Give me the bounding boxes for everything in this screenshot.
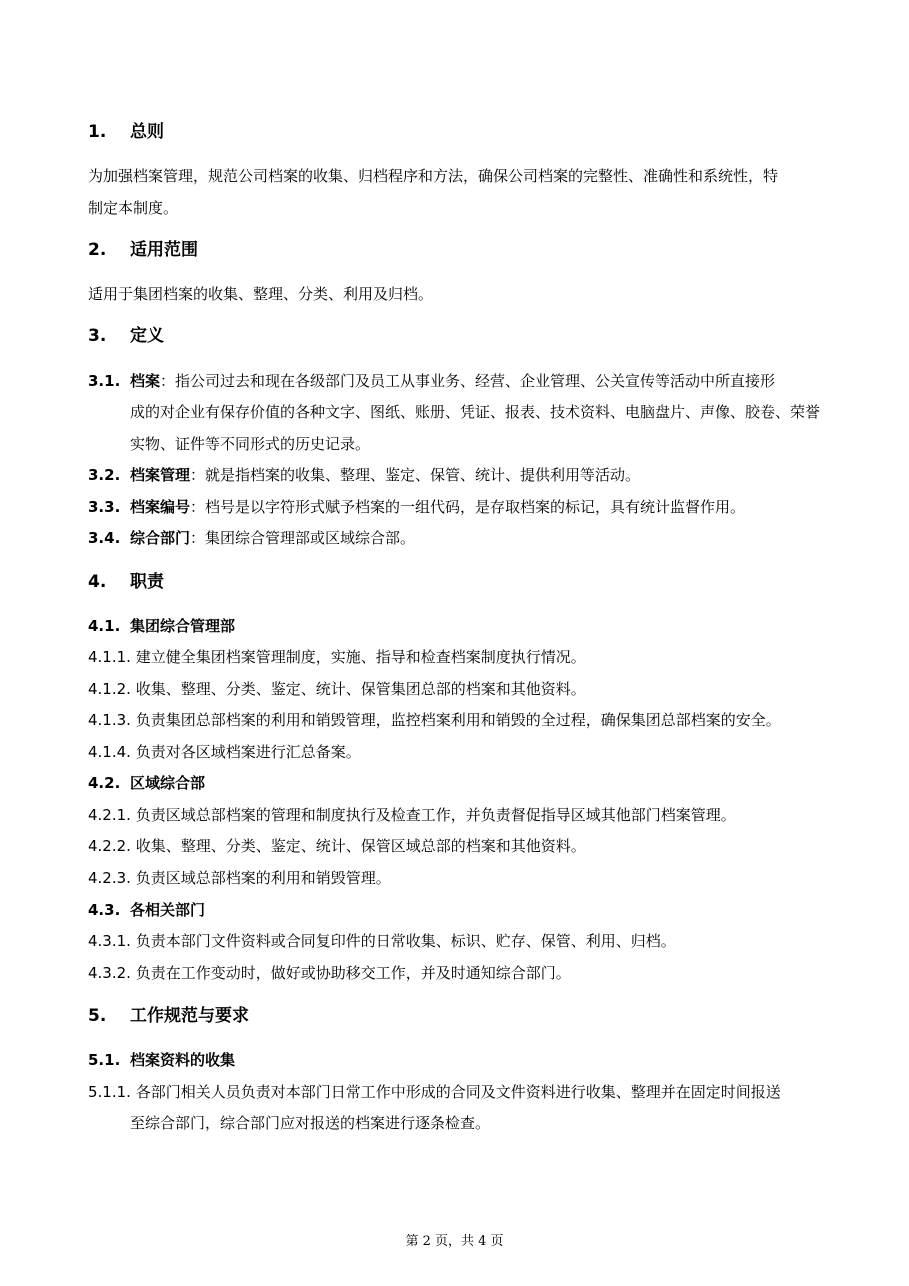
page-footer: 第 2 页，共 4 页 bbox=[405, 1234, 504, 1249]
subsection-number: 5.1. bbox=[88, 1051, 121, 1069]
definition-term: 档案编号 bbox=[130, 498, 191, 516]
subsection-title: 区域综合部 bbox=[130, 774, 206, 792]
paragraph-line: 适用于集团档案的收集、整理、分类、利用及归档。 bbox=[88, 285, 434, 303]
paragraph-line: 为加强档案管理，规范公司档案的收集、归档程序和方法，确保公司档案的完整性、准确性和系统性，特 bbox=[88, 167, 779, 185]
subsection-heading bbox=[88, 900, 205, 920]
subsection-title: 档案资料的收集 bbox=[130, 1051, 236, 1069]
item-number: 4.3.1. bbox=[88, 932, 131, 950]
item-text: 建立健全集团档案管理制度，实施、指导和检查档案制度执行情况。 bbox=[135, 648, 586, 666]
definition-term: 档案 bbox=[130, 372, 161, 390]
section-number: 2. bbox=[88, 240, 107, 260]
list-item-continuation: 至综合部门，综合部门应对报送的档案进行逐条检查。 bbox=[130, 1114, 491, 1132]
item-text: 负责对各区域档案进行汇总备案。 bbox=[135, 743, 361, 761]
item-text: 负责区域总部档案的管理和制度执行及检查工作，并负责督促指导区域其他部门档案管理。 bbox=[135, 806, 736, 824]
paragraph-line: 制定本制度。 bbox=[88, 199, 179, 217]
subsection-heading bbox=[88, 1050, 235, 1070]
item-number: 4.2.2. bbox=[88, 837, 131, 855]
subsection-heading bbox=[88, 773, 205, 793]
item-number: 3.2. bbox=[88, 466, 121, 484]
section-3-heading bbox=[88, 326, 164, 346]
list-item bbox=[88, 679, 586, 699]
section-title: 职责 bbox=[130, 572, 164, 592]
subsection-number: 4.2. bbox=[88, 774, 121, 792]
section-number: 5. bbox=[88, 1006, 107, 1026]
definition-text: ：档号是以字符形式赋予档案的一组代码，是存取档案的标记，具有统计监督作用。 bbox=[190, 498, 746, 516]
list-item bbox=[88, 931, 676, 951]
section-4-heading bbox=[88, 572, 164, 592]
section-title: 总则 bbox=[130, 122, 164, 142]
item-number: 4.2.1. bbox=[88, 806, 131, 824]
definition-text: ：集团综合管理部或区域综合部。 bbox=[190, 529, 416, 547]
item-number: 3.1. bbox=[88, 372, 121, 390]
section-number: 3. bbox=[88, 326, 107, 346]
item-text: 收集、整理、分类、鉴定、统计、保管集团总部的档案和其他资料。 bbox=[135, 680, 586, 698]
section-title: 适用范围 bbox=[130, 240, 198, 260]
definition-term: 综合部门 bbox=[130, 529, 191, 547]
definition-text: ：就是指档案的收集、整理、鉴定、保管、统计、提供利用等活动。 bbox=[190, 466, 641, 484]
item-number: 5.1.1. bbox=[88, 1083, 131, 1101]
item-number: 4.3.2. bbox=[88, 964, 131, 982]
definition-item bbox=[88, 528, 415, 548]
definition-item bbox=[88, 497, 745, 517]
list-item bbox=[88, 868, 391, 888]
definition-item bbox=[88, 371, 775, 391]
item-number: 4.1.2. bbox=[88, 680, 131, 698]
item-number: 3.4. bbox=[88, 529, 121, 547]
item-text: 收集、整理、分类、鉴定、统计、保管区域总部的档案和其他资料。 bbox=[135, 837, 586, 855]
subsection-title: 集团综合管理部 bbox=[130, 617, 236, 635]
item-text: 各部门相关人员负责对本部门日常工作中形成的合同及文件资料进行收集、整理并在固定时间报送 bbox=[135, 1083, 781, 1101]
section-number: 4. bbox=[88, 572, 107, 592]
section-2-heading bbox=[88, 240, 198, 260]
item-number: 4.2.3. bbox=[88, 869, 131, 887]
section-title: 定义 bbox=[130, 326, 164, 346]
section-title: 工作规范与要求 bbox=[130, 1006, 249, 1026]
item-number: 3.3. bbox=[88, 498, 121, 516]
subsection-number: 4.1. bbox=[88, 617, 121, 635]
subsection-number: 4.3. bbox=[88, 901, 121, 919]
list-item bbox=[88, 805, 736, 825]
section-5-heading bbox=[88, 1006, 249, 1026]
definition-continuation: 实物、证件等不同形式的历史记录。 bbox=[130, 435, 371, 453]
definition-continuation: 成的对企业有保存价值的各种文字、图纸、账册、凭证、报表、技术资料、电脑盘片、声像、胶卷、荣誉 bbox=[130, 403, 821, 421]
list-item bbox=[88, 836, 586, 856]
item-number: 4.1.1. bbox=[88, 648, 131, 666]
item-text: 负责区域总部档案的利用和销毁管理。 bbox=[135, 869, 391, 887]
definition-item bbox=[88, 465, 640, 485]
section-1-heading bbox=[88, 122, 164, 142]
subsection-title: 各相关部门 bbox=[130, 901, 206, 919]
section-number: 1. bbox=[88, 122, 107, 142]
list-item bbox=[88, 742, 361, 762]
item-text: 负责集团总部档案的利用和销毁管理，监控档案利用和销毁的全过程，确保集团总部档案的安全。 bbox=[135, 711, 781, 729]
list-item bbox=[88, 647, 586, 667]
definition-term: 档案管理 bbox=[130, 466, 191, 484]
subsection-heading bbox=[88, 616, 235, 636]
item-number: 4.1.4. bbox=[88, 743, 131, 761]
list-item bbox=[88, 963, 571, 983]
item-text: 负责在工作变动时，做好或协助移交工作，并及时通知综合部门。 bbox=[135, 964, 571, 982]
list-item bbox=[88, 710, 781, 730]
definition-text: ：指公司过去和现在各级部门及员工从事业务、经营、企业管理、公关宣传等活动中所直接形 bbox=[160, 372, 776, 390]
list-item bbox=[88, 1082, 781, 1102]
item-number: 4.1.3. bbox=[88, 711, 131, 729]
item-text: 负责本部门文件资料或合同复印件的日常收集、标识、贮存、保管、利用、归档。 bbox=[135, 932, 676, 950]
